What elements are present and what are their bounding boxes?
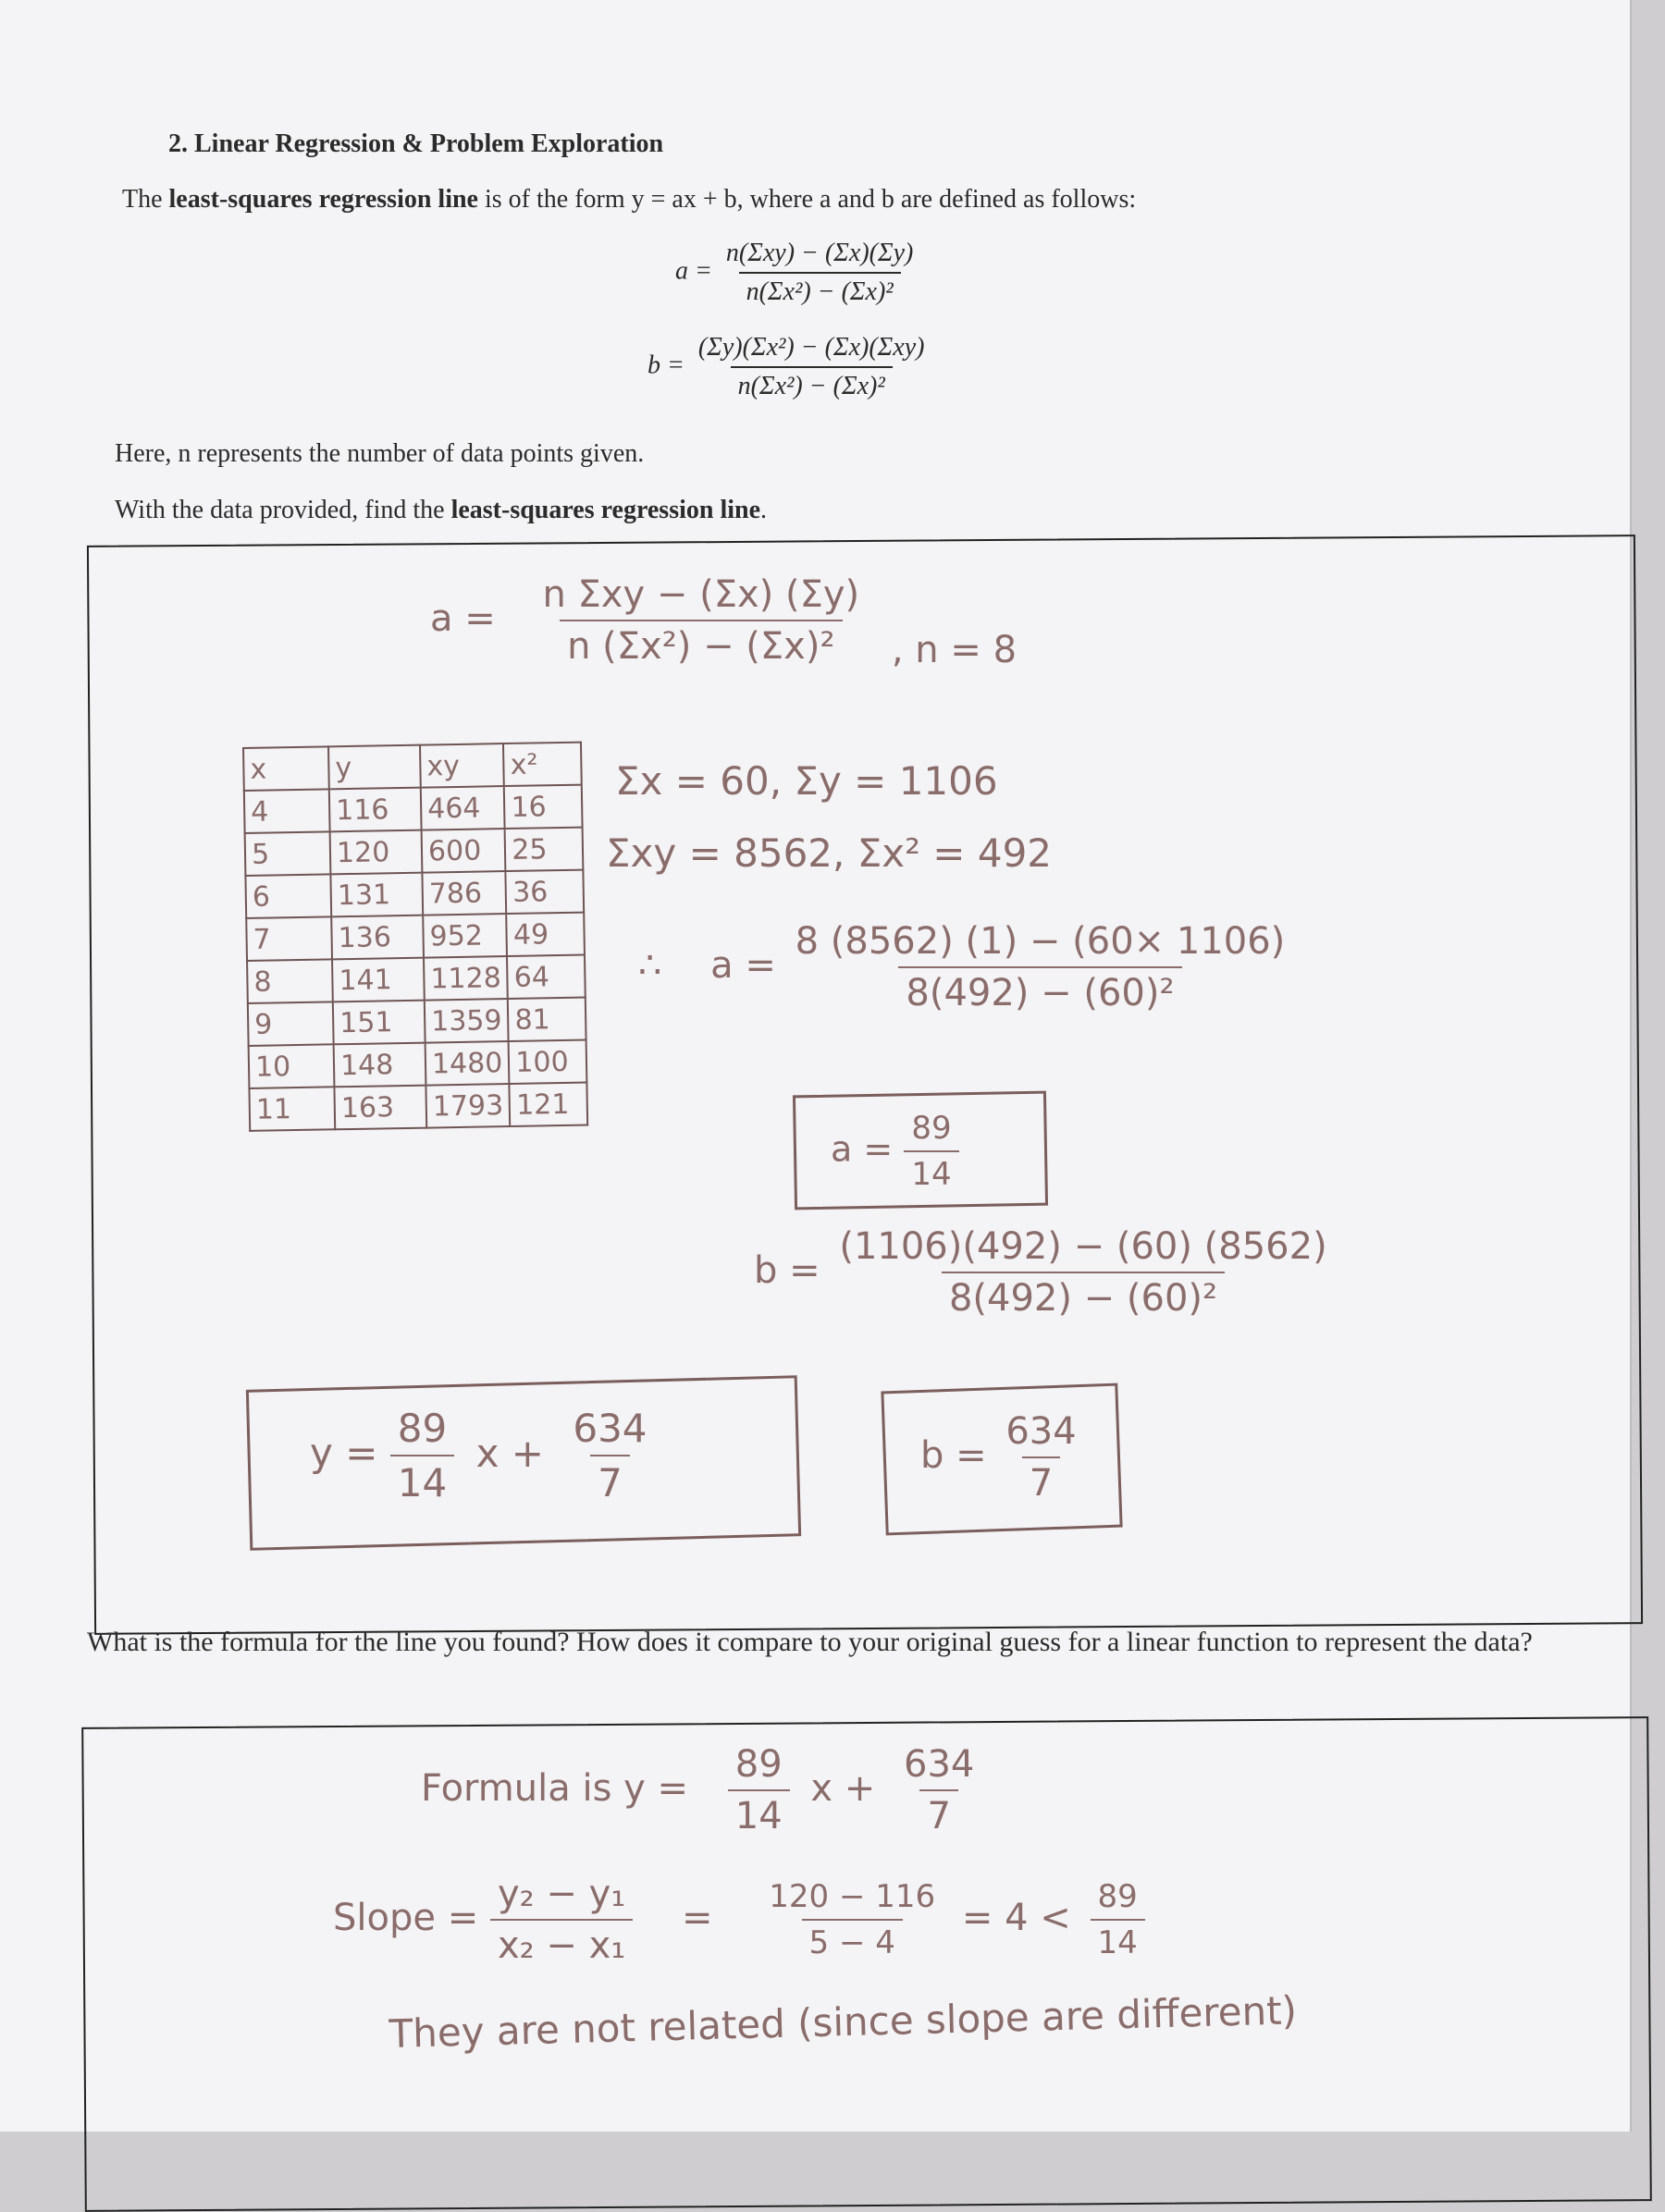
formula-a-denominator: n(Σx²) − (Σx)² [739, 272, 901, 307]
hw-a-sub-fraction [788, 920, 1293, 1014]
data-table-wrap [242, 742, 589, 1132]
table-cell: 1480 [426, 1041, 510, 1086]
hw-a-lhs: a = [430, 597, 496, 640]
hw-line-a-fraction [390, 1406, 454, 1505]
hw-a-result-denominator: 14 [904, 1150, 958, 1193]
table-header-x: x [243, 746, 329, 791]
table-cell: 786 [422, 871, 506, 916]
table-cell: 141 [332, 958, 425, 1002]
hw-answer-formula [421, 1743, 981, 1837]
hw-b-result-lhs: b = [920, 1434, 987, 1477]
table-cell: 11 [249, 1087, 335, 1131]
hw-sums-line1-text: Σx = 60, Σy = 1106 [615, 758, 998, 804]
hw-slope-line [333, 1873, 1145, 1967]
hw-b-substitution [754, 1225, 1335, 1320]
table-cell: 136 [331, 916, 424, 960]
hw-a-sub-denominator: 8(492) − (60)² [898, 966, 1181, 1014]
hw-slope-lhs: Slope = [333, 1897, 479, 1939]
hw-sums-line2 [606, 830, 1052, 876]
formula-b [648, 333, 931, 401]
hw-line-mid: x + [475, 1430, 544, 1476]
table-cell: 49 [507, 913, 586, 956]
hw-slope-sub-numerator: 120 − 116 [769, 1878, 936, 1915]
hw-answer-b-fraction [896, 1743, 981, 1837]
table-row [248, 998, 586, 1046]
hw-line-a-denominator: 14 [390, 1455, 454, 1505]
table-cell: 10 [249, 1044, 335, 1088]
hw-answer-b-denominator: 7 [919, 1789, 957, 1837]
hw-compare-fraction [1091, 1878, 1145, 1961]
hw-slope-sub-denominator: 5 − 4 [802, 1919, 903, 1961]
hw-line-b-denominator: 7 [590, 1455, 630, 1505]
hw-slope-numerator: y₂ − y₁ [497, 1873, 626, 1915]
hw-answer-formula-mid: x + [810, 1767, 876, 1810]
table-cell: 1359 [425, 999, 509, 1043]
table-cell: 81 [508, 998, 586, 1041]
hw-a-result-lhs: a = [831, 1128, 894, 1170]
table-header-y: y [328, 745, 421, 790]
hw-slope-result: = 4 < [961, 1897, 1071, 1939]
table-cell: 9 [248, 1002, 334, 1046]
table-row [249, 1083, 587, 1131]
hw-line-b-numerator: 634 [573, 1406, 648, 1451]
formula-a-numerator: n(Σxy) − (Σx)(Σy) [725, 239, 914, 267]
table-cell: 163 [334, 1086, 426, 1130]
task-sentence [115, 496, 767, 525]
formula-a-fraction [719, 239, 920, 307]
hw-b-result-numerator: 634 [1005, 1410, 1077, 1453]
formula-b-lhs: b = [648, 350, 684, 380]
table-cell: 116 [329, 788, 422, 832]
hw-a-result [831, 1110, 959, 1193]
hw-a-formula [430, 573, 1018, 671]
table-row [247, 955, 586, 1003]
table-cell: 5 [245, 831, 331, 876]
hw-answer-formula-prefix: Formula is y = [421, 1767, 689, 1810]
table-cell: 7 [246, 916, 332, 961]
hw-b-sub-fraction [832, 1225, 1334, 1320]
table-cell: 148 [334, 1043, 426, 1088]
question-text-content: What is the formula for the line you found? How does it compare to your original guess for a linear function to represent the data? [87, 1627, 1533, 1657]
table-cell: 600 [422, 829, 506, 873]
task-prefix: With the data provided, find the [115, 496, 451, 524]
hw-b-result-denominator: 7 [1022, 1456, 1060, 1505]
hw-b-result [920, 1410, 1084, 1505]
formula-a-lhs: a = [675, 256, 712, 286]
formula-b-fraction [691, 333, 932, 401]
hw-a-substitution [638, 920, 1292, 1014]
table-cell: 100 [509, 1040, 587, 1084]
hw-slope-sub-fraction [761, 1878, 943, 1961]
table-header-row [243, 743, 582, 791]
table-cell: 64 [507, 955, 586, 999]
hw-line-a-numerator: 89 [397, 1406, 448, 1451]
n-note-text: Here, n represents the number of data points given. [115, 439, 645, 468]
hw-a-sub-numerator: 8 (8562) (1) − (60× 1106) [795, 920, 1286, 963]
task-bold: least-squares regression line [450, 496, 761, 524]
hw-n-equals: , n = 8 [891, 629, 1018, 671]
table-cell: 36 [506, 870, 585, 914]
table-row [244, 785, 583, 833]
table-header-x2: x² [503, 743, 582, 786]
table-row [246, 913, 585, 961]
hw-compare-denominator: 14 [1091, 1919, 1145, 1961]
table-row [249, 1040, 587, 1088]
table-header-xy: xy [420, 743, 504, 788]
hw-a-denominator: n (Σx²) − (Σx)² [560, 620, 842, 668]
hw-a-fraction [535, 573, 867, 668]
hw-b-result-fraction [998, 1410, 1083, 1505]
hw-slope-equals: = [682, 1897, 713, 1939]
table-cell: 120 [330, 830, 423, 875]
hw-slope-fraction [490, 1873, 633, 1967]
hw-compare-numerator: 89 [1097, 1878, 1138, 1915]
hw-sums-line2-text: Σxy = 8562, Σx² = 492 [606, 830, 1053, 876]
table-cell: 151 [333, 1001, 426, 1045]
table-cell: 464 [421, 786, 505, 830]
table-row [245, 870, 584, 918]
intro-prefix: The [122, 185, 169, 214]
formula-b-numerator: (Σy)(Σx²) − (Σx)(Σxy) [697, 333, 925, 362]
table-cell: 8 [247, 959, 333, 1003]
table-cell: 1128 [424, 956, 508, 1001]
intro-suffix: is of the form y = ax + b, where a and b are defined as follows: [477, 185, 1137, 214]
table-cell: 952 [423, 914, 507, 958]
table-cell: 25 [505, 828, 584, 871]
n-note [115, 439, 644, 469]
hw-b-sub-numerator: (1106)(492) − (60) (8562) [839, 1225, 1327, 1268]
table-cell: 131 [330, 873, 423, 917]
hw-answer-a-fraction [728, 1743, 790, 1837]
hw-therefore: ∴ [638, 944, 662, 987]
table-cell: 121 [510, 1083, 588, 1126]
hw-b-sub-lhs: b = [754, 1249, 820, 1292]
table-cell: 1793 [426, 1084, 510, 1128]
hw-a-result-fraction [904, 1110, 958, 1193]
hw-a-numerator: n Σxy − (Σx) (Σy) [542, 573, 860, 616]
intro-bold: least-squares regression line [168, 185, 478, 214]
table-cell: 4 [244, 789, 330, 833]
hw-sums-line1 [615, 758, 998, 804]
formula-b-denominator: n(Σx²) − (Σx)² [731, 366, 893, 401]
section-heading [168, 129, 663, 159]
hw-a-sub-lhs: a = [710, 944, 776, 987]
hw-final-line [310, 1406, 655, 1505]
table-cell: 16 [504, 785, 583, 829]
hw-line-lhs: y = [310, 1430, 378, 1476]
hw-answer-a-denominator: 14 [728, 1789, 790, 1837]
task-suffix: . [760, 496, 768, 524]
hw-a-result-numerator: 89 [911, 1110, 952, 1147]
hw-answer-b-numerator: 634 [904, 1743, 975, 1786]
hw-b-sub-denominator: 8(492) − (60)² [942, 1272, 1225, 1320]
hw-answer-a-numerator: 89 [734, 1743, 783, 1786]
intro-sentence [122, 185, 1136, 215]
question-text [87, 1620, 1604, 1665]
formula-a [675, 239, 920, 307]
hw-conclusion-text: They are not related (since slope are different) [388, 1987, 1298, 2057]
table-cell: 6 [245, 874, 331, 918]
hw-slope-denominator: x₂ − x₁ [490, 1919, 633, 1967]
table-row [245, 828, 584, 876]
data-table [242, 742, 589, 1132]
section-heading-text: 2. Linear Regression & Problem Exploration [168, 129, 664, 158]
hw-line-b-fraction [565, 1406, 654, 1505]
